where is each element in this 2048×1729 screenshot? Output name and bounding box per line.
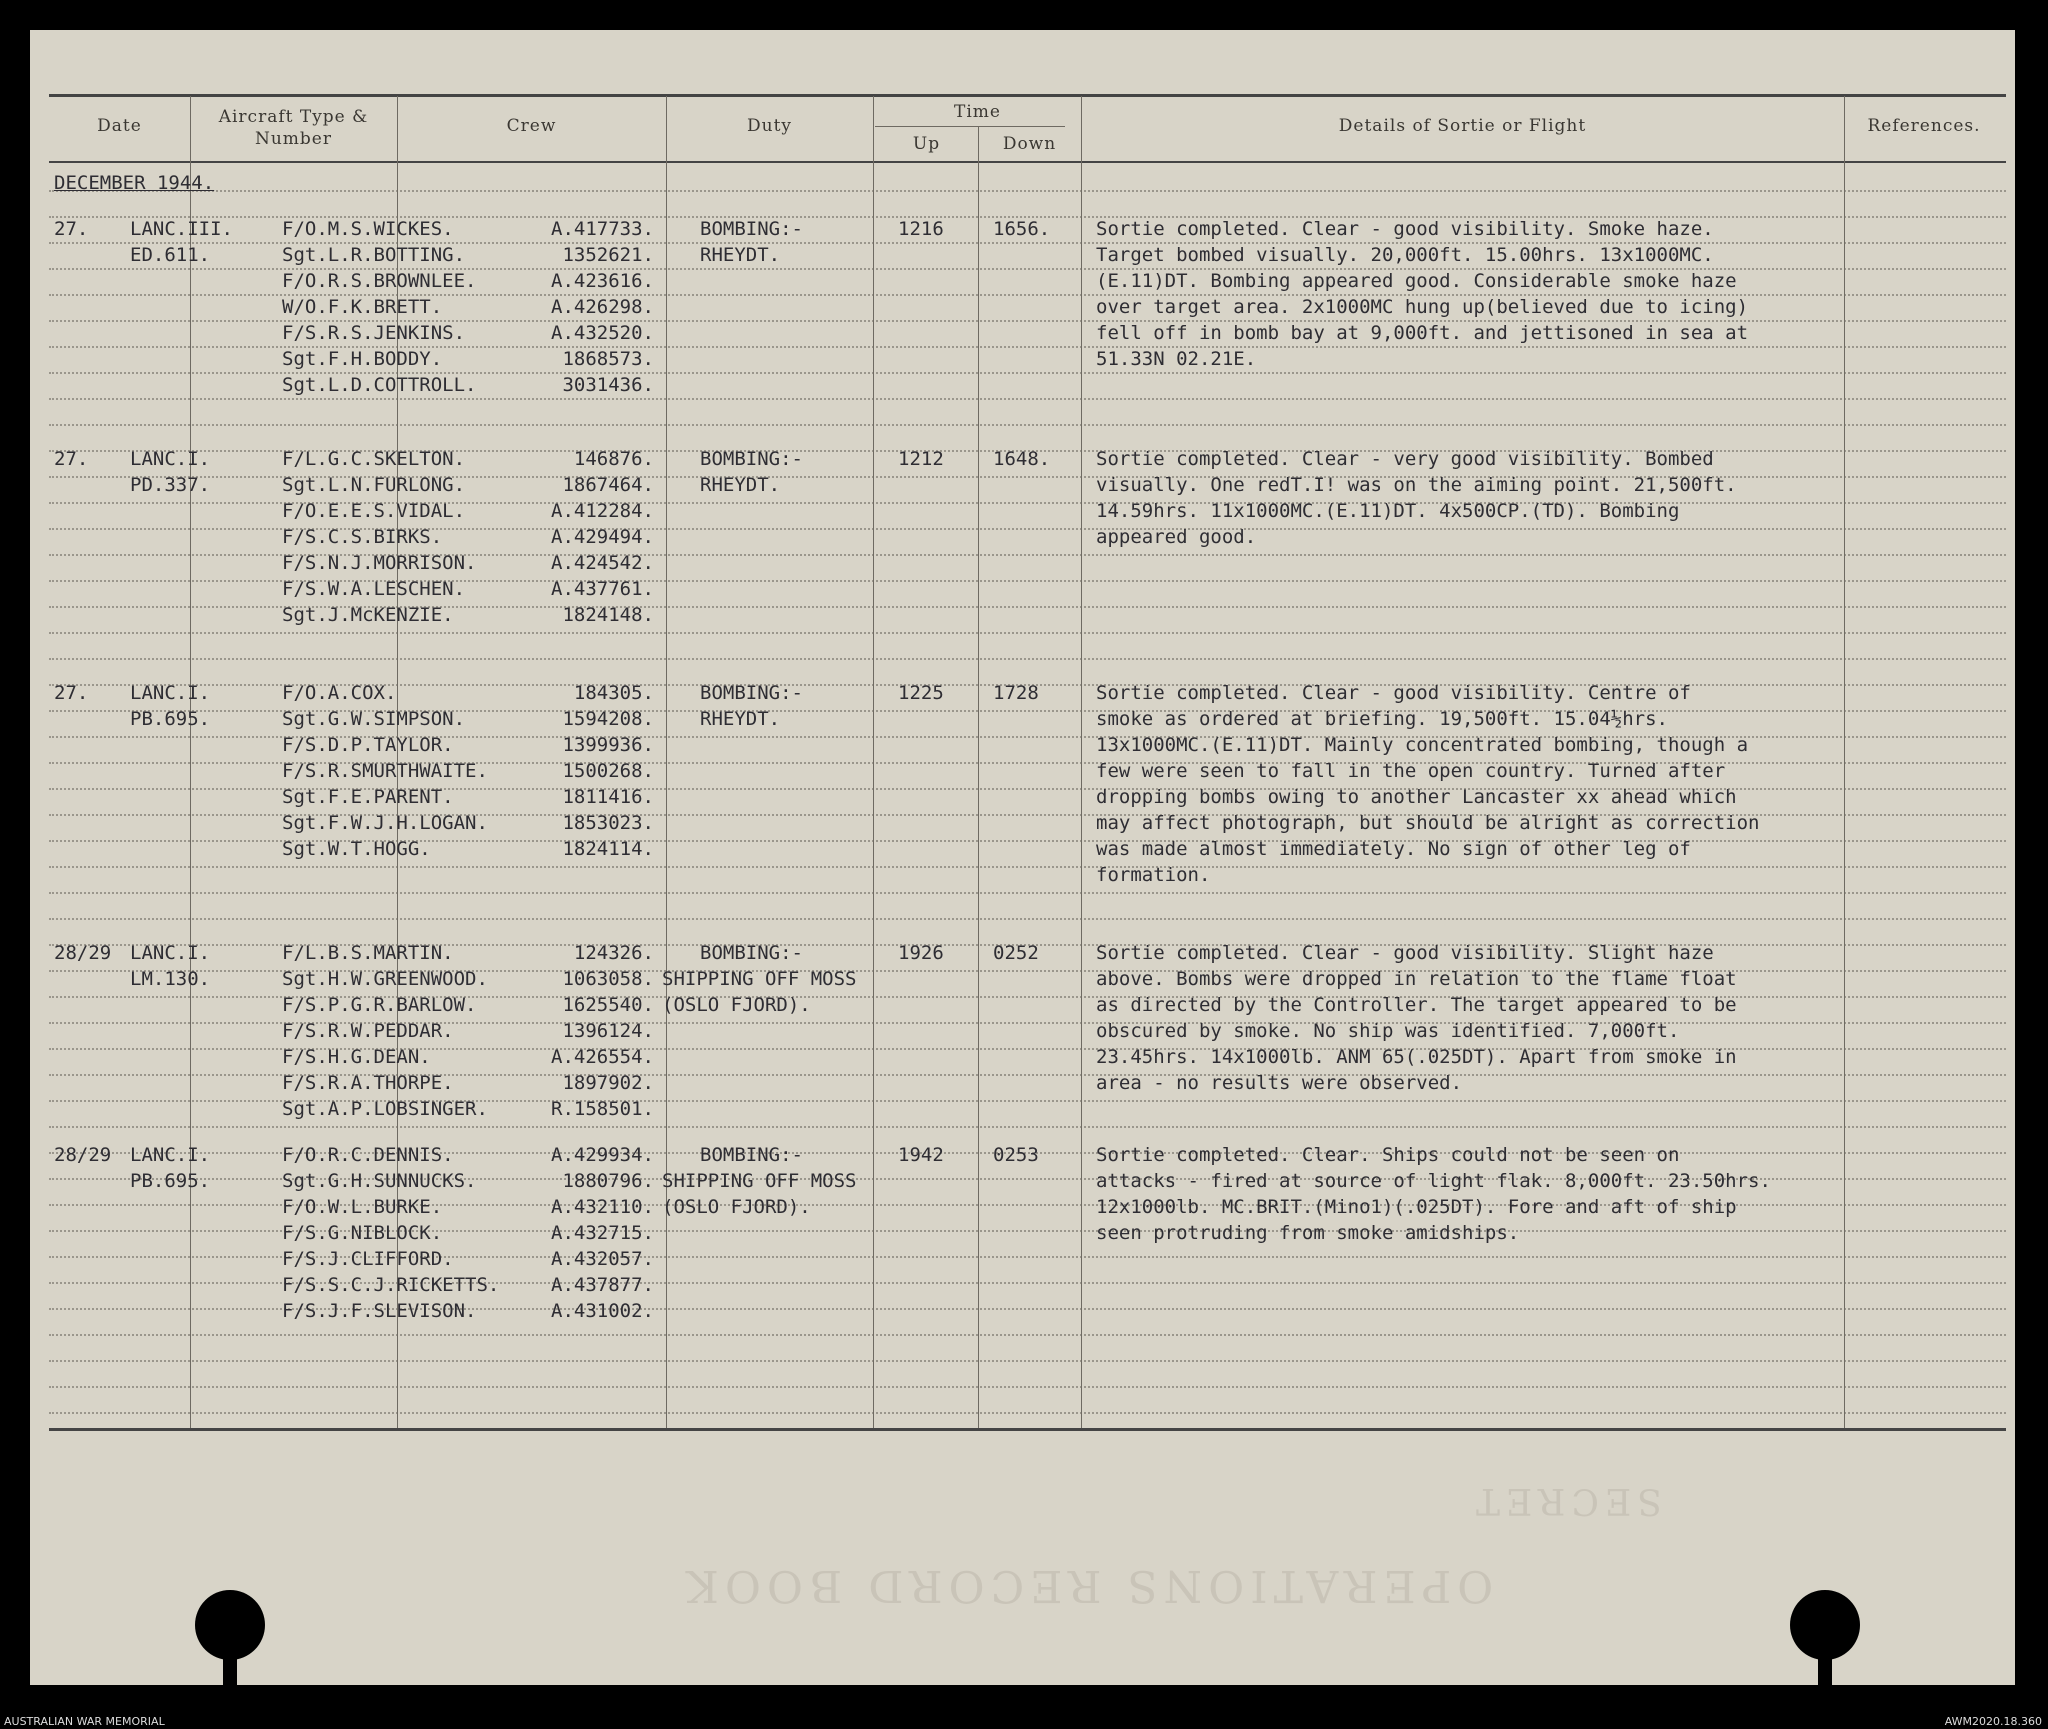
details-line: may affect photograph, but should be alright as correction [1096,812,1760,834]
record-sheet [30,30,2015,1685]
punch-hole-left-slot [223,1630,237,1685]
crew-name: F/S.P.G.R.BARLOW. [282,994,477,1016]
crew-name: Sgt.F.H.BODDY. [282,348,443,370]
header-time: Time [954,102,1001,122]
duty-line: BOMBING:- [700,1144,803,1166]
crew-name: Sgt.W.T.HOGG. [282,838,431,860]
month-label: DECEMBER 1944. [54,172,215,194]
crew-row [282,706,662,732]
time-up: 1212 [898,448,944,470]
crew-name: F/S.N.J.MORRISON. [282,552,477,574]
crew-name: Sgt.G.H.SUNNUCKS. [282,1170,477,1192]
crew-service-number: 1880796. [562,1170,654,1192]
crew-row [282,602,662,628]
crew-row [282,320,662,346]
aircraft-type: LANC.I. [130,448,211,470]
time-up: 1216 [898,218,944,240]
details-line: smoke as ordered at briefing. 19,500ft. 15.04½hrs. [1096,708,1668,730]
ruled-line [49,1334,2006,1336]
time-down: 1656. [993,218,1051,240]
crew-row [282,992,662,1018]
crew-name: F/O.M.S.WICKES. [282,218,454,240]
aircraft-type: LANC.I. [130,1144,211,1166]
duty-line: RHEYDT. [700,708,781,730]
ruled-line [49,632,2006,634]
footer-accession: AWM2020.18.360 [1944,1715,2042,1728]
crew-service-number: A.429934. [551,1144,654,1166]
duty-line: (OSLO FJORD). [662,1196,811,1218]
crew-service-number: 1594208. [562,708,654,730]
crew-name: F/O.A.COX. [282,682,397,704]
crew-service-number: A.417733. [551,218,654,240]
crew-service-number: 184305. [573,682,654,704]
ruled-line [49,1412,2006,1414]
crew-name: Sgt.A.P.LOBSINGER. [282,1098,488,1120]
ruled-line [49,190,2006,192]
duty-line: (OSLO FJORD). [662,994,811,1016]
crew-name: Sgt.G.W.SIMPSON. [282,708,466,730]
crew-service-number: 1868573. [562,348,654,370]
crew-service-number: 1500268. [562,760,654,782]
crew-name: F/S.R.SMURTHWAITE. [282,760,488,782]
ruled-line [49,918,2006,920]
crew-service-number: 1063058. [562,968,654,990]
crew-service-number: A.437877. [551,1274,654,1296]
time-down: 0252 [993,942,1039,964]
crew-name: Sgt.F.E.PARENT. [282,786,454,808]
header-date: Date [97,116,142,136]
duty-line: RHEYDT. [700,474,781,496]
crew-name: F/L.G.C.SKELTON. [282,448,466,470]
crew-row [282,1044,662,1070]
crew-row [282,1194,662,1220]
col-divider-date [190,96,191,1428]
crew-service-number: 146876. [573,448,654,470]
duty-line: RHEYDT. [700,244,781,266]
aircraft-number: PB.695. [130,708,211,730]
crew-name: F/S.C.S.BIRKS. [282,526,443,548]
crew-row [282,1220,662,1246]
header-references: References. [1867,116,1981,136]
punch-hole-right-slot [1818,1630,1832,1685]
header-aircraft: Aircraft Type & Number [218,107,369,149]
crew-row [282,576,662,602]
crew-service-number: 1824148. [562,604,654,626]
crew-row [282,216,662,242]
crew-row [282,1272,662,1298]
crew-service-number: 1811416. [562,786,654,808]
details-line: 51.33N 02.21E. [1096,348,1257,370]
details-line: Sortie completed. Clear - good visibility. Slight haze [1096,942,1714,964]
aircraft-number: ED.611. [130,244,211,266]
crew-row [282,1298,662,1324]
crew-name: F/L.B.S.MARTIN. [282,942,454,964]
aircraft-type: LANC.I. [130,942,211,964]
crew-row [282,268,662,294]
time-up: 1225 [898,682,944,704]
details-line: was made almost immediately. No sign of other leg of [1096,838,1691,860]
ruled-line [49,866,2006,868]
ruled-line [49,398,2006,400]
details-line: formation. [1096,864,1211,886]
crew-row [282,784,662,810]
crew-service-number: A.432110. [551,1196,654,1218]
crew-service-number: A.432057. [551,1248,654,1270]
crew-name: Sgt.J.McKENZIE. [282,604,454,626]
details-line: over target area. 2x1000MC hung up(believed due to icing) [1096,296,1749,318]
crew-service-number: A.424542. [551,552,654,574]
details-line: Sortie completed. Clear - good visibility. Centre of [1096,682,1691,704]
crew-name: Sgt.L.D.COTTROLL. [282,374,477,396]
aircraft-number: LM.130. [130,968,211,990]
ruled-line [49,424,2006,426]
crew-service-number: 124326. [573,942,654,964]
details-line: above. Bombs were dropped in relation to the flame float [1096,968,1737,990]
crew-service-number: 1399936. [562,734,654,756]
crew-row [282,732,662,758]
details-line: visually. One redT.I! was on the aiming point. 21,500ft. [1096,474,1737,496]
crew-row [282,550,662,576]
crew-row [282,680,662,706]
details-line: appeared good. [1096,526,1257,548]
crew-service-number: A.426298. [551,296,654,318]
header-crew: Crew [506,116,557,136]
crew-name: F/O.E.E.S.VIDAL. [282,500,466,522]
crew-row [282,966,662,992]
crew-row [282,940,662,966]
crew-name: W/O.F.K.BRETT. [282,296,443,318]
details-line: obscured by smoke. No ship was identified. 7,000ft. [1096,1020,1680,1042]
col-divider-up [978,127,979,1428]
crew-service-number: A.423616. [551,270,654,292]
header-down: Down [1002,134,1057,154]
duty-line: BOMBING:- [700,942,803,964]
crew-name: F/S.R.S.JENKINS. [282,322,466,344]
crew-service-number: 1352621. [562,244,654,266]
crew-row [282,446,662,472]
sortie-date: 27. [54,218,89,240]
ruled-line [49,1386,2006,1388]
crew-name: F/S.J.CLIFFORD. [282,1248,454,1270]
crew-name: F/S.J.F.SLEVISON. [282,1300,477,1322]
duty-line: BOMBING:- [700,682,803,704]
crew-row [282,472,662,498]
crew-row [282,294,662,320]
details-line: as directed by the Controller. The target appeared to be [1096,994,1737,1016]
details-line: (E.11)DT. Bombing appeared good. Considerable smoke haze [1096,270,1737,292]
crew-name: F/S.W.A.LESCHEN. [282,578,466,600]
footer-credit: AUSTRALIAN WAR MEMORIAL [4,1715,165,1728]
crew-name: F/O.R.S.BROWNLEE. [282,270,477,292]
crew-service-number: A.432715. [551,1222,654,1244]
crew-name: F/S.R.W.PEDDAR. [282,1020,454,1042]
aircraft-type: LANC.III. [130,218,233,240]
header-duty: Duty [746,116,792,136]
header-bottom-rule [49,161,2006,163]
crew-name: F/O.R.C.DENNIS. [282,1144,454,1166]
details-line: 12x1000lb. MC.BRIT.(Mino1)(.025DT). Fore and aft of ship [1096,1196,1737,1218]
crew-service-number: A.412284. [551,500,654,522]
duty-line: BOMBING:- [700,218,803,240]
details-line: 23.45hrs. 14x1000lb. ANM 65(.025DT). Apart from smoke in [1096,1046,1737,1068]
details-line: few were seen to fall in the open country. Turned after [1096,760,1726,782]
top-rule [49,94,2006,97]
time-subheader-rule [875,126,1065,127]
crew-service-number: 3031436. [562,374,654,396]
aircraft-number: PB.695. [130,1170,211,1192]
crew-name: Sgt.H.W.GREENWOOD. [282,968,488,990]
crew-service-number: A.437761. [551,578,654,600]
crew-row [282,524,662,550]
ruled-line [49,892,2006,894]
details-line: dropping bombs owing to another Lancaster xx ahead which [1096,786,1737,808]
crew-service-number: 1396124. [562,1020,654,1042]
col-divider-crew [666,96,667,1428]
duty-line: BOMBING:- [700,448,803,470]
bleed-through-secret: SECRET [1470,1480,1662,1521]
bleed-through-title: OPERATIONS RECORD BOOK [680,1560,1494,1611]
crew-service-number: 1853023. [562,812,654,834]
aircraft-type: LANC.I. [130,682,211,704]
crew-row [282,1018,662,1044]
sortie-date: 28/29 [54,942,112,964]
crew-row [282,810,662,836]
crew-name: F/S.G.NIBLOCK. [282,1222,443,1244]
crew-service-number: A.429494. [551,526,654,548]
details-line: attacks - fired at source of light flak. 8,000ft. 23.50hrs. [1096,1170,1771,1192]
crew-row [282,1096,662,1122]
crew-service-number: R.158501. [551,1098,654,1120]
details-line: Target bombed visually. 20,000ft. 15.00hrs. 13x1000MC. [1096,244,1714,266]
details-line: 13x1000MC.(E.11)DT. Mainly concentrated bombing, though a [1096,734,1749,756]
crew-row [282,498,662,524]
details-line: Sortie completed. Clear - good visibility. Smoke haze. [1096,218,1714,240]
crew-service-number: A.426554. [551,1046,654,1068]
aircraft-number: PD.337. [130,474,211,496]
crew-row [282,346,662,372]
time-down: 1648. [993,448,1051,470]
crew-service-number: 1897902. [562,1072,654,1094]
col-divider-details [1844,96,1845,1428]
crew-name: Sgt.F.W.J.H.LOGAN. [282,812,488,834]
crew-service-number: 1824114. [562,838,654,860]
crew-service-number: A.431002. [551,1300,654,1322]
duty-line: SHIPPING OFF MOSS [662,968,857,990]
crew-name: Sgt.L.N.FURLONG. [282,474,466,496]
crew-row [282,1070,662,1096]
ruled-line [49,1126,2006,1128]
sortie-date: 27. [54,448,89,470]
crew-row [282,1246,662,1272]
crew-row [282,836,662,862]
crew-row [282,758,662,784]
details-line: 14.59hrs. 11x1000MC.(E.11)DT. 4x500CP.(TD). Bombing [1096,500,1680,522]
time-up: 1926 [898,942,944,964]
duty-line: SHIPPING OFF MOSS [662,1170,857,1192]
crew-row [282,1142,662,1168]
crew-name: F/S.S.C.J.RICKETTS. [282,1274,500,1296]
crew-service-number: A.432520. [551,322,654,344]
bottom-rule [49,1428,2006,1431]
crew-name: Sgt.L.R.BOTTING. [282,244,466,266]
crew-name: F/S.R.A.THORPE. [282,1072,454,1094]
time-down: 0253 [993,1144,1039,1166]
col-divider-duty [873,96,874,1428]
ruled-line [49,658,2006,660]
time-up: 1942 [898,1144,944,1166]
details-line: fell off in bomb bay at 9,000ft. and jettisoned in sea at [1096,322,1749,344]
crew-service-number: 1867464. [562,474,654,496]
details-line: seen protruding from smoke amidships. [1096,1222,1520,1244]
crew-row [282,1168,662,1194]
details-line: area - no results were observed. [1096,1072,1463,1094]
details-line: Sortie completed. Clear - very good visibility. Bombed [1096,448,1714,470]
crew-name: F/O.W.L.BURKE. [282,1196,443,1218]
col-divider-time [1081,96,1082,1428]
crew-name: F/S.H.G.DEAN. [282,1046,431,1068]
sortie-date: 27. [54,682,89,704]
time-down: 1728 [993,682,1039,704]
header-details: Details of Sortie or Flight [1338,116,1587,136]
header-up: Up [912,134,941,154]
crew-name: F/S.D.P.TAYLOR. [282,734,454,756]
crew-row [282,372,662,398]
sortie-date: 28/29 [54,1144,112,1166]
details-line: Sortie completed. Clear. Ships could not be seen on [1096,1144,1680,1166]
ruled-line [49,1360,2006,1362]
crew-row [282,242,662,268]
crew-service-number: 1625540. [562,994,654,1016]
